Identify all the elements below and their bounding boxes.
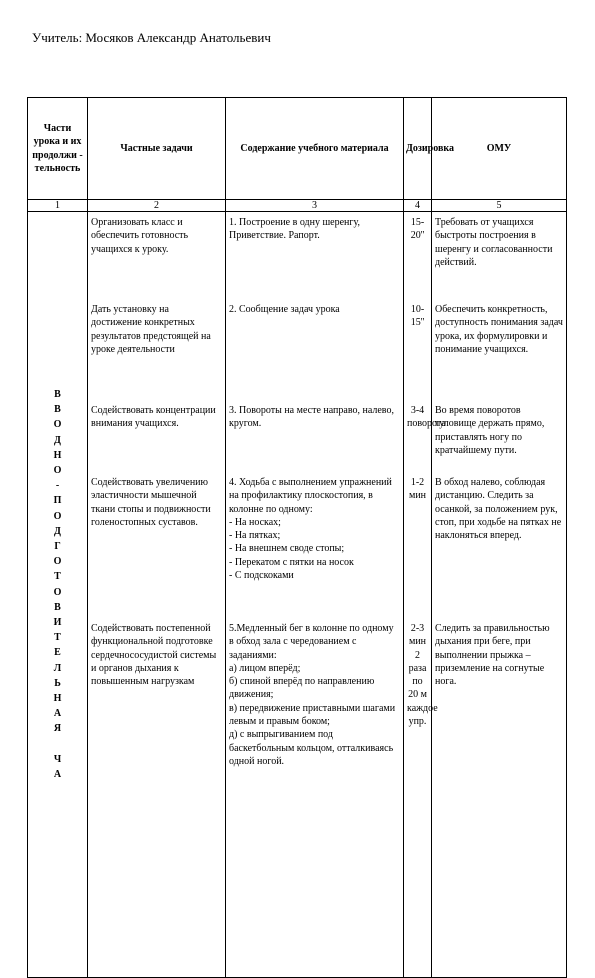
part-name-letter: П: [53, 495, 62, 507]
part-name-letter: О: [53, 586, 62, 598]
part-name-letter: Т: [54, 632, 61, 644]
content-item: 3. Повороты на месте направо, налево, кругом.: [229, 405, 394, 430]
omu-item: Требовать от учащихся быстроты построения в шеренгу и согласованности действий.: [435, 217, 553, 268]
part-name-letter: В: [54, 404, 61, 416]
column-numbers-row: [28, 200, 567, 212]
dose-column: [404, 212, 446, 978]
part-name-letter: В: [54, 389, 61, 400]
part-name-letter: В: [54, 601, 61, 613]
column-number: 4: [404, 200, 432, 212]
task-item: Содействовать постепенной функциональной подготовке сердечнососудистой системы и органов дыхания к повышенным нагрузкам: [91, 623, 217, 688]
part-name-letter: И: [53, 617, 62, 629]
part-name-letter: Д: [54, 434, 61, 446]
task-item: Содействовать увеличению эластичности мышечной ткани стопы и подвижности голеностопных суставов.: [91, 477, 211, 528]
part-name-letter: О: [53, 556, 62, 568]
part-name-letter: О: [53, 419, 62, 431]
header-content: Содержание учебного материала: [226, 98, 404, 200]
content-column: [226, 212, 404, 978]
content-item: 2. Сообщение задач урока: [229, 304, 340, 315]
part-name-letter: Д: [54, 525, 61, 537]
column-number: 3: [226, 200, 404, 212]
content-item: 5.Медленный бег в колонне по одному в обход зала с чередованием с заданиями: а) лицом вперёд; б) спиной вперёд по направлению движения; в) передвижение приставными шагами левым и правым боком; д) с выпрыгиванием под баскетбольным кольцом, отталкиваясь одной ногой.: [229, 623, 396, 767]
content-item: 1. Построение в одну шеренгу, Приветствие. Рапорт.: [229, 217, 361, 242]
dose-item: 1-2 мин: [408, 477, 427, 502]
header-tasks: Частные задачи: [88, 98, 226, 200]
task-item: Организовать класс и обеспечить готовность учащихся к уроку.: [91, 217, 189, 255]
part-name-letter: -: [55, 480, 60, 492]
table-body-row: [28, 212, 567, 978]
part-name-letter: Ь: [54, 677, 61, 689]
column-number: 5: [432, 200, 567, 212]
omu-column: [432, 212, 567, 978]
tasks-column: [88, 212, 226, 978]
omu-item: Следить за правильностью дыхания при беге, при выполнении прыжка – приземление на согнутые нога.: [435, 623, 550, 688]
omu-item: Обеспечить конкретность, доступность понимания задач урока, их формулировки и понимание учащихся.: [435, 304, 563, 355]
part-name-letter: Е: [54, 647, 61, 659]
task-item: Дать установку на достижение конкретных результатов предстоящей на уроке деятельности: [91, 304, 211, 355]
dose-item: 15-20'': [410, 217, 425, 242]
content-item: 4. Ходьба с выполнением упражнений на профилактику плоскостопия, в колонне по одному: - На носках; - На пятках; - На внешнем своде стопы; - Перекатом с пятки на носок - С подскоками: [229, 477, 392, 582]
part-name-letter: [31, 737, 84, 752]
part-name-letter: Н: [53, 449, 62, 461]
column-number: 1: [28, 200, 88, 212]
dose-item: 10-15'': [410, 304, 425, 329]
part-name-letter: А: [53, 708, 62, 720]
teacher-name: Учитель: Мосяков Александр Анатольевич: [32, 30, 271, 45]
part-name-letter: Л: [53, 662, 62, 674]
part-name-letter: Г: [54, 541, 61, 553]
part-name-letter: О: [53, 465, 62, 477]
dose-item: 3-4 поворота: [407, 405, 446, 430]
table-header-row: [28, 98, 567, 200]
omu-item: Во время поворотов туловище держать прямо, приставлять ногу по кратчайшему пути.: [435, 405, 545, 456]
header-dose: Дозировка: [404, 98, 432, 200]
header-omu: ОМУ: [432, 98, 567, 200]
column-number: 2: [88, 200, 226, 212]
lesson-plan-table: [27, 97, 567, 978]
task-item: Содействовать концентрации внимания учащихся.: [91, 405, 216, 430]
part-name-letter: Ч: [53, 753, 62, 765]
part-name-vertical: [28, 212, 88, 978]
dose-item: 2-3 мин 2 раза по 20 м каждое упр.: [407, 623, 438, 728]
part-name-letter: Я: [53, 723, 62, 735]
header-parts: Части урока и их продолжи - тельность: [28, 98, 88, 200]
part-name-letter: О: [53, 510, 62, 522]
part-name-letter: Н: [53, 693, 62, 705]
part-name-letter: А: [53, 769, 62, 781]
part-name-letter: Т: [54, 571, 61, 583]
omu-item: В обход налево, соблюдая дистанцию. Следить за осанкой, за положением рук, стоп, при ходьбе на пятках не наклоняться вперед.: [435, 477, 562, 542]
